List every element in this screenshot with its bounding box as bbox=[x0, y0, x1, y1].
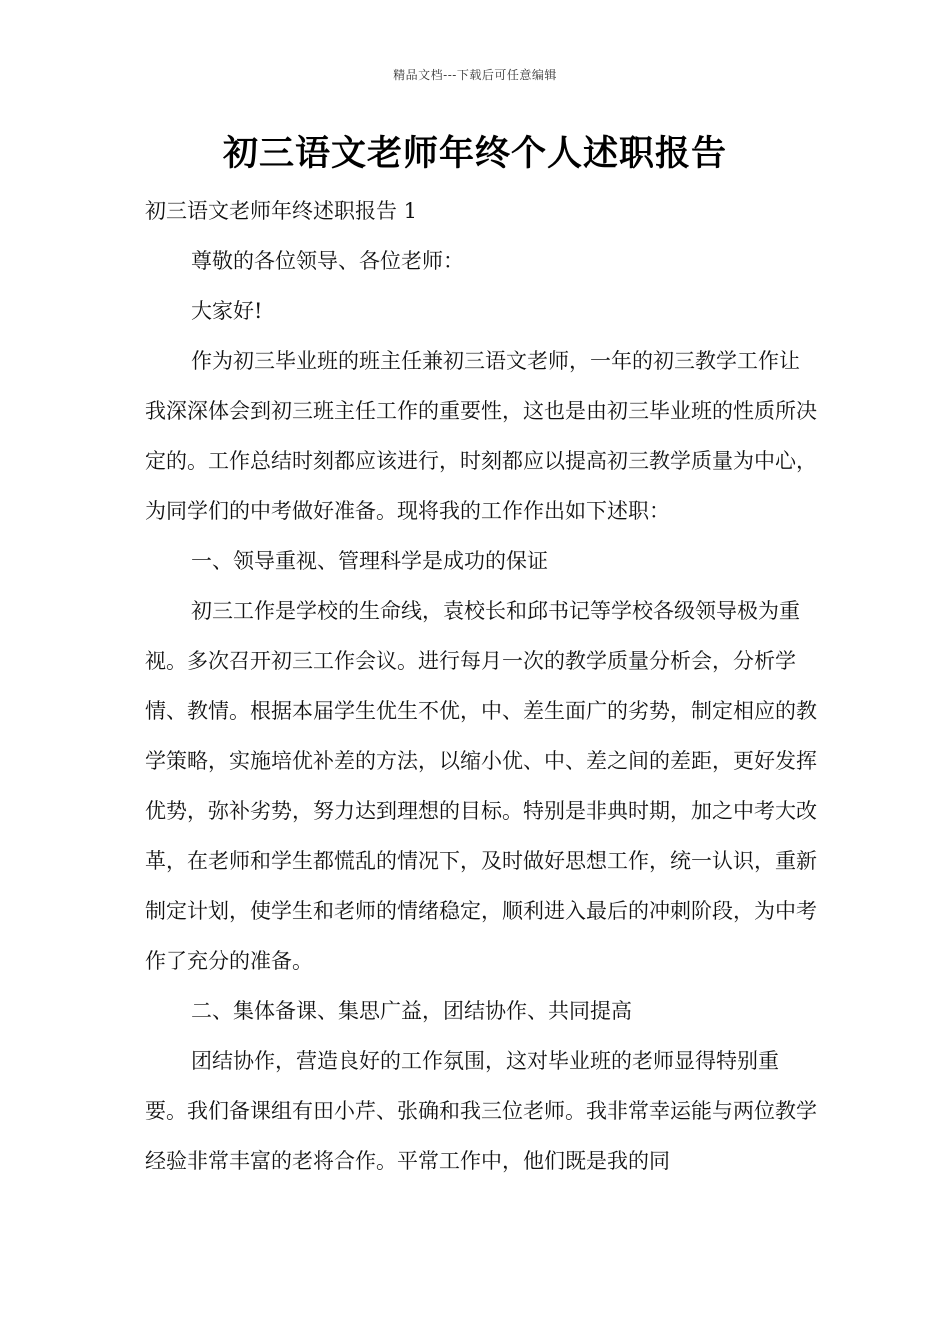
section-2-paragraph: 团结协作，营造良好的工作氛围，这对毕业班的老师显得特别重要。我们备课组有田小芹、张确和我三位老师。我非常幸运能与两位教学经验非常丰富的老将合作。平常工作中，他们既是我的同 bbox=[145, 1049, 817, 1173]
document-title: 初三语文老师年终个人述职报告 bbox=[222, 133, 727, 174]
greeting: 大家好! bbox=[191, 299, 263, 323]
page-header: 精品文档---下载后可任意编辑 bbox=[393, 68, 557, 82]
document-body bbox=[145, 186, 817, 1186]
section-heading-1: 一、领导重视、管理科学是成功的保证 bbox=[191, 549, 548, 573]
document-subtitle: 初三语文老师年终述职报告 1 bbox=[145, 199, 418, 223]
intro-paragraph: 作为初三毕业班的班主任兼初三语文老师，一年的初三教学工作让我深深体会到初三班主任工作的重要性，这也是由初三毕业班的性质所决定的。工作总结时刻都应该进行，时刻都应以提高初三教学质量为中心，为同学们的中考做好准备。现将我的工作作出如下述职： bbox=[145, 349, 817, 523]
section-1-paragraph: 初三工作是学校的生命线，袁校长和邱书记等学校各级领导极为重视。多次召开初三工作会议。进行每月一次的教学质量分析会，分析学情、教情。根据本届学生优生不优，中、差生面广的劣势，制定相应的教学策略，实施培优补差的方法，以缩小优、中、差之间的差距，更好发挥优势，弥补劣势，努力达到理想的目标。特别是非典时期，加之中考大改革，在老师和学生都慌乱的情况下，及时做好思想工作，统一认识，重新制定计划，使学生和老师的情绪稳定，顺利进入最后的冲刺阶段，为中考作了充分的准备。 bbox=[145, 599, 817, 973]
salutation: 尊敬的各位领导、各位老师： bbox=[191, 249, 464, 273]
section-heading-2: 二、集体备课、集思广益，团结协作、共同提高 bbox=[191, 999, 632, 1023]
